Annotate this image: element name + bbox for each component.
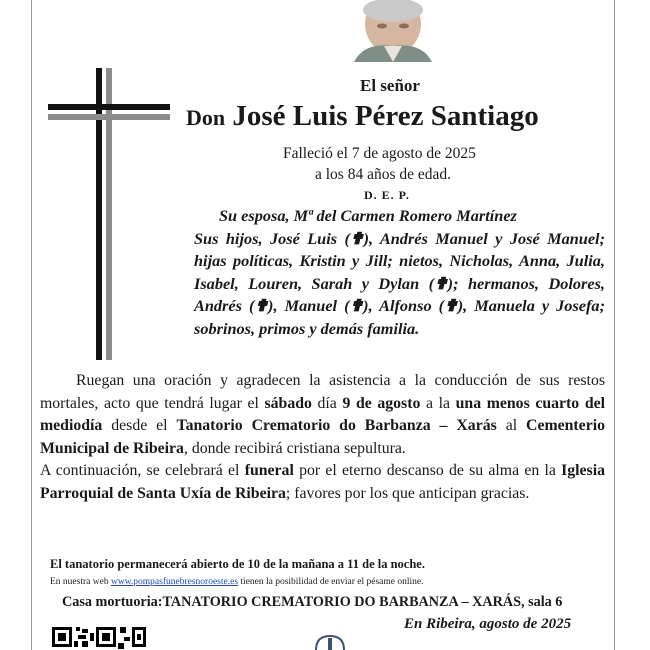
funeral-paragraph [40,460,605,505]
procession-paragraph [40,370,605,460]
heading: El señor [360,76,420,95]
frame-border-right [614,0,615,650]
web-prefix: En nuestra web [50,577,109,587]
latin-cross-icon [48,68,170,368]
paragraph2-run: funeral [244,462,294,479]
announcement-body [40,370,605,505]
paragraph1-run: desde el [102,417,177,434]
family-list [194,205,605,340]
funeral-home-logo-icon [308,634,352,650]
rip-abbreviation: D. E. P. [364,188,410,202]
paragraph1-run: al [496,417,527,434]
paragraph1-run: sábado [264,394,312,412]
paragraph1-run: una menos cuarto del mediodía [40,394,606,434]
paragraph2-run: por el eterno descanso de su alma en la [293,462,562,479]
qr-code-icon[interactable] [52,627,146,650]
paragraph1-run: , donde recibirá cristiana sepultura. [183,439,406,457]
paragraph2-run: Iglesia Parroquial de Santa Uxía de Ribeira [40,462,605,502]
paragraph2-run: ; favores por los que anticipan gracias. [285,484,530,502]
website-link[interactable]: www.pompasfunebresnoroeste.es [110,577,239,587]
spouse-line: Su esposa, Mª del Carmen Romero Martínez [219,206,517,225]
web-suffix: tienen la posibilidad de enviar el pésame online. [240,577,424,587]
portrait-photo [344,0,442,62]
deceased-name [186,100,539,133]
full-name: José Luis Pérez Santiago [232,100,539,132]
paragraph1-run: a la [420,394,456,412]
wake-hours-note: El tanatorio permanecerá abierto de 10 de la mañana a 11 de la noche. [50,557,425,571]
paragraph1-run: Cementerio Municipal de Ribeira [40,417,605,457]
funeral-home-line: Casa mortuoria:TANATORIO CREMATORIO DO BARBANZA – XARÁS, sala 6 [62,594,563,610]
online-condolence-note [50,577,424,587]
paragraph1-run: Tanatorio Crematorio do Barbanza – Xarás [176,417,497,434]
paragraph1-run: Ruegan una oración y agradecen la asistencia a la conducción de sus restos mortales, acto que tendrá lugar el [40,372,605,412]
paragraph2-run: A continuación, se celebrará el [40,462,245,479]
paragraph1-run: 9 de agosto [342,394,421,412]
death-date: Falleció el 7 de agosto de 2025 [283,145,476,162]
relatives-text: Sus hijos, José Luis (✟), Andrés Manuel y José Manuel; hijas políticas, Kristin y Jill; nietos, Nicholas, Anna, Julia, Isabel, Louren, Sarah y Dylan (✟); hermanos, Dolores, Andrés (✟), Manuel (✟), Alfonso (✟), Manuela y Josefa; sobrinos, primos y demás familia. [194,228,605,338]
paragraph1-run: día [311,394,343,412]
frame-border-left [31,0,32,650]
age-at-death: a los 84 años de edad. [315,166,452,183]
place-and-date: En Ribeira, agosto de 2025 [404,616,572,632]
name-prefix: Don [186,105,226,130]
